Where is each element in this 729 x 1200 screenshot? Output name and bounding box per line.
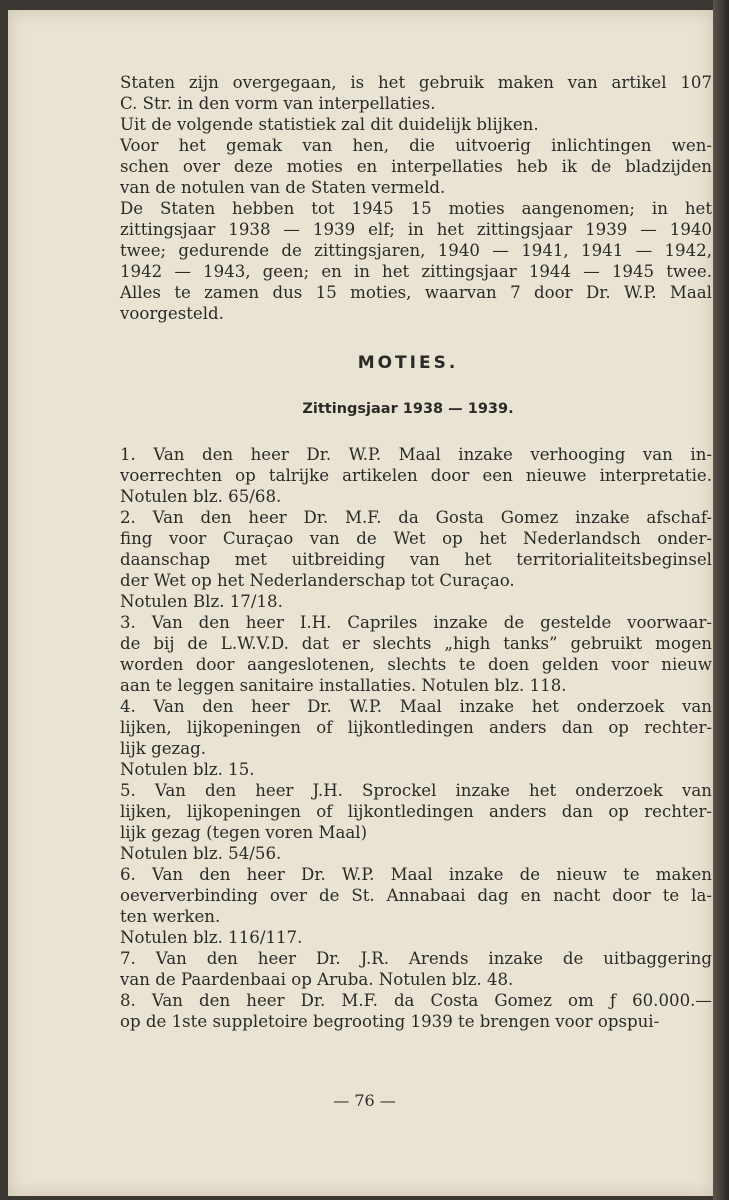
text-line: C. Str. in den vorm van interpellaties.	[120, 94, 436, 113]
motion-entry	[104, 990, 712, 1032]
text-line: der Wet op het Nederlanderschap tot Curaçao.	[120, 571, 515, 590]
text-line: 7. Van den heer Dr. J.R. Arends inzake de uitbaggering	[120, 949, 712, 968]
text-line: twee; gedurende de zittingsjaren, 1940 — 1941, 1941 — 1942,	[120, 241, 712, 260]
binding-edge	[713, 0, 729, 1200]
text-line: van de notulen van de Staten vermeld.	[120, 178, 446, 197]
text-line: op de 1ste suppletoire begrooting 1939 te brengen voor opspui-	[120, 1012, 660, 1031]
text-line: 1942 — 1943, geen; en in het zittingsjaar 1944 — 1945 twee.	[120, 262, 712, 281]
text-line: worden door aangeslotenen, slechts te doen gelden voor nieuw	[120, 655, 712, 674]
text-line: van de Paardenbaai op Aruba. Notulen blz. 48.	[120, 970, 514, 989]
text-line: Alles te zamen dus 15 moties, waarvan 7 door Dr. W.P. Maal	[120, 283, 712, 302]
text-line: zittingsjaar 1938 — 1939 elf; in het zittingsjaar 1939 — 1940	[120, 220, 712, 239]
session-year-heading: Zittingsjaar 1938 — 1939.	[302, 401, 514, 417]
text-line: oeververbinding over de St. Annabaai dag en nacht door te la-	[120, 886, 712, 905]
text-line: Uit de volgende statistiek zal dit duidelijk blijken.	[120, 115, 539, 134]
text-line: lijken, lijkopeningen of lijkontledingen anders dan op rechter-	[120, 718, 712, 737]
text-line: Voor het gemak van hen, die uitvoerig inlichtingen wen-	[120, 136, 712, 155]
motion-entry	[104, 927, 712, 948]
motions-list	[104, 444, 712, 1032]
text-line: Notulen Blz. 17/18.	[120, 592, 283, 611]
motion-entry	[104, 507, 712, 591]
text-line: Staten zijn overgegaan, is het gebruik maken van artikel 107	[120, 73, 712, 92]
text-line: Notulen blz. 65/68.	[120, 487, 282, 506]
motion-entry	[104, 843, 712, 864]
text-line: de bij de L.W.V.D. dat er slechts „high tanks” gebruikt mogen	[120, 634, 712, 653]
text-line: 8. Van den heer Dr. M.F. da Costa Gomez om ƒ 60.000.—	[120, 991, 712, 1010]
body-text	[104, 72, 712, 1032]
motion-entry	[104, 864, 712, 927]
motion-entry	[104, 591, 712, 612]
text-line: daanschap met uitbreiding van het territorialiteitsbeginsel	[120, 550, 712, 569]
text-line: 4. Van den heer Dr. W.P. Maal inzake het onderzoek van	[120, 697, 712, 716]
motion-entry	[104, 696, 712, 759]
motion-entry	[104, 948, 712, 990]
section-heading: MOTIES.	[357, 353, 459, 373]
text-line: 3. Van den heer I.H. Capriles inzake de gestelde voorwaar-	[120, 613, 712, 632]
paragraph	[104, 198, 712, 324]
intro-section	[104, 72, 712, 324]
text-line: lijken, lijkopeningen of lijkontledingen anders dan op rechter-	[120, 802, 712, 821]
text-line: fing voor Curaçao van de Wet op het Nederlandsch onder-	[120, 529, 712, 548]
text-line: 2. Van den heer Dr. M.F. da Gosta Gomez inzake afschaf-	[120, 508, 712, 527]
text-line: aan te leggen sanitaire installaties. Notulen blz. 118.	[120, 676, 567, 695]
text-line: Notulen blz. 15.	[120, 760, 255, 779]
text-line: voorgesteld.	[120, 304, 224, 323]
text-line: 1. Van den heer Dr. W.P. Maal inzake verhooging van in-	[120, 445, 712, 464]
text-line: lijk gezag.	[120, 739, 207, 758]
paragraph	[104, 72, 712, 114]
motion-entry	[104, 759, 712, 780]
text-line: ten werken.	[120, 907, 221, 926]
text-line: Notulen blz. 116/117.	[120, 928, 303, 947]
paragraph	[104, 114, 712, 135]
text-line: De Staten hebben tot 1945 15 moties aangenomen; in het	[120, 199, 712, 218]
text-line: schen over deze moties en interpellaties heb ik de bladzijden	[120, 157, 712, 176]
text-line: lijk gezag (tegen voren Maal)	[120, 823, 368, 842]
motion-entry	[104, 444, 712, 507]
text-line: 5. Van den heer J.H. Sprockel inzake het onderzoek van	[120, 781, 712, 800]
text-line: Notulen blz. 54/56.	[120, 844, 282, 863]
page-number: — 76 —	[333, 1091, 396, 1110]
text-line: 6. Van den heer Dr. W.P. Maal inzake de nieuw te maken	[120, 865, 712, 884]
motion-entry	[104, 780, 712, 843]
motion-entry	[104, 612, 712, 696]
text-line: voerrechten op talrijke artikelen door een nieuwe interpretatie.	[120, 466, 712, 485]
paragraph	[104, 135, 712, 198]
